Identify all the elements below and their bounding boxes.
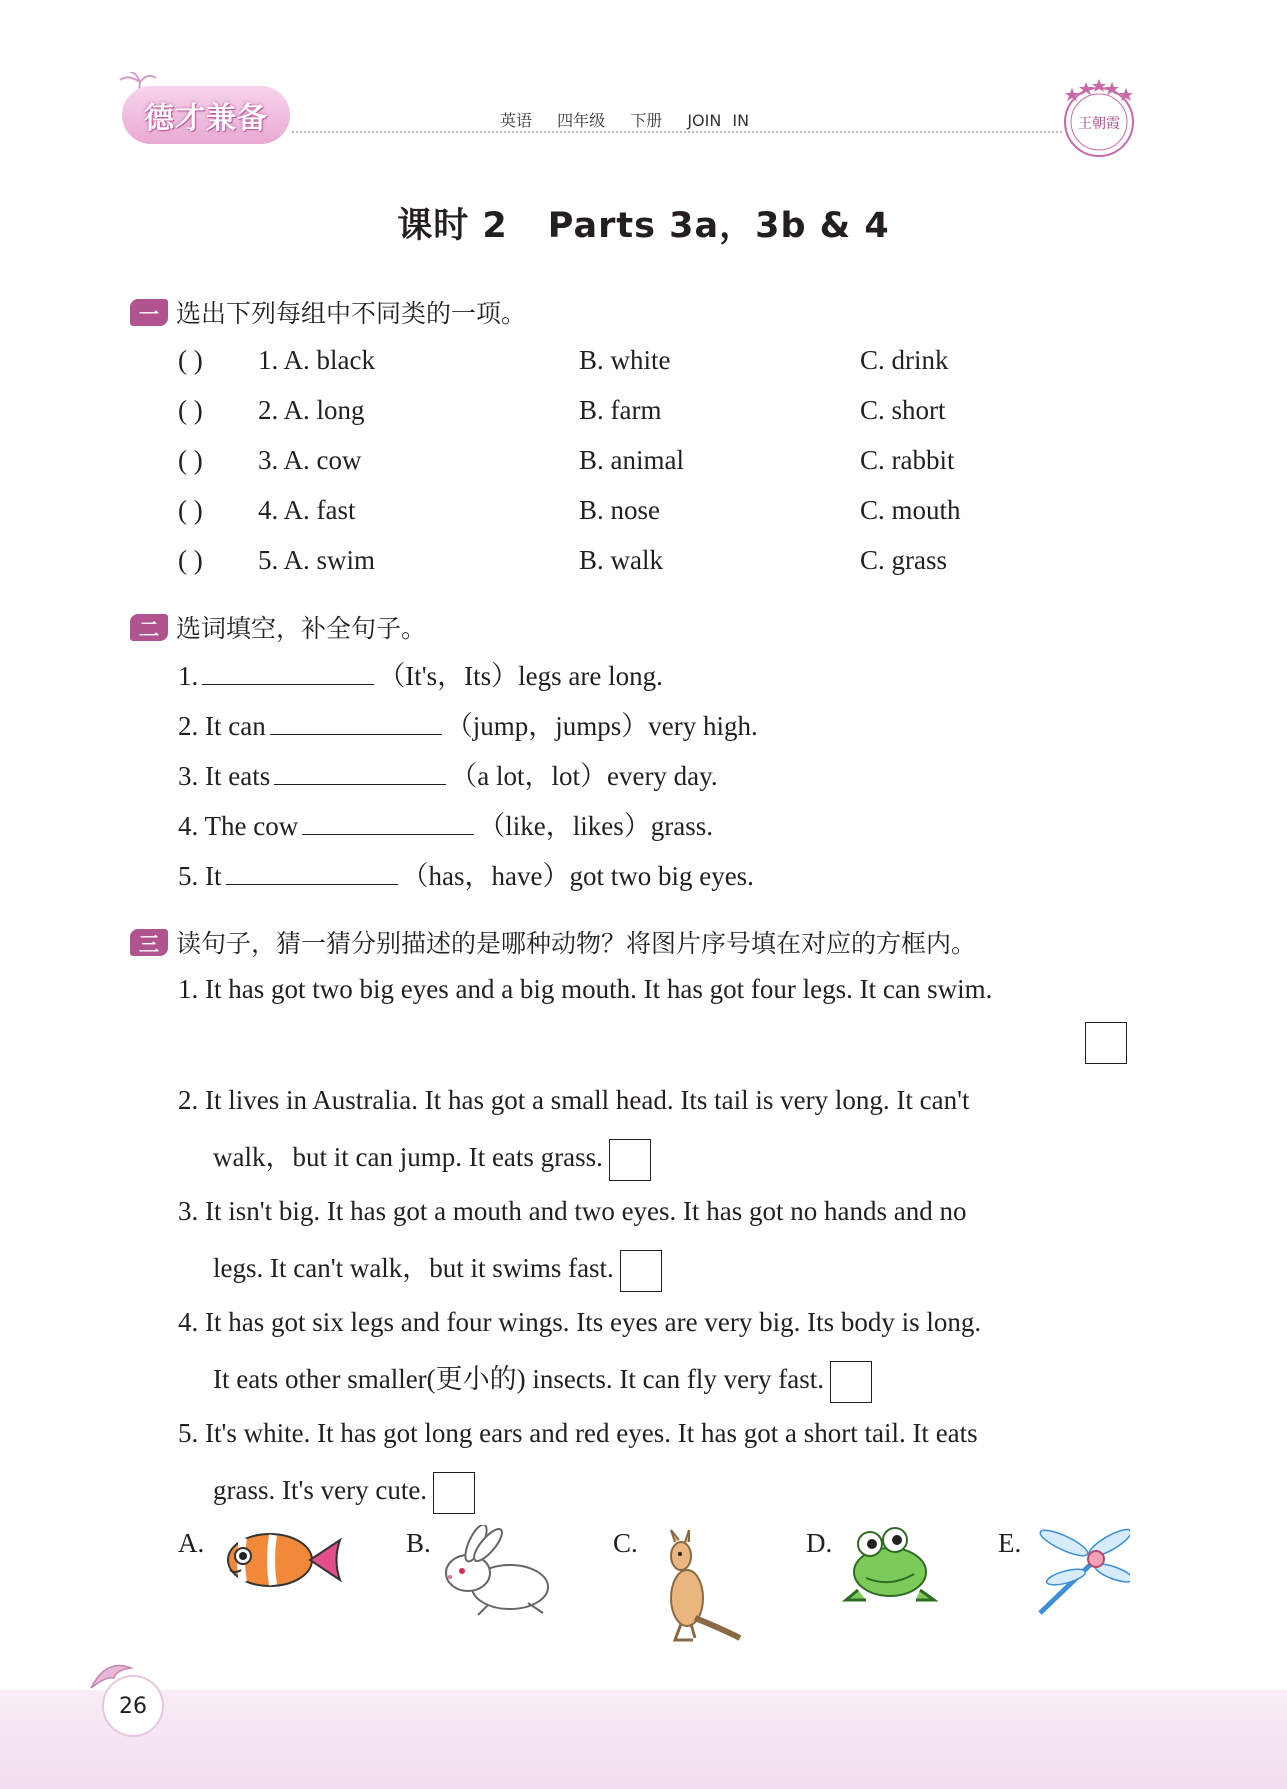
- part3-item-2-cont: walk，but it can jump. It eats grass.: [213, 1139, 651, 1181]
- option-a: 2. A. long: [258, 395, 365, 425]
- picture-label-d: D.: [806, 1528, 833, 1558]
- part3-heading: [130, 924, 976, 960]
- part3-instruction: 读句子，猜一猜分别描述的是哪种动物？将图片序号填在对应的方框内。: [176, 929, 977, 958]
- part3-item-3-cont: legs. It can't walk，but it swims fast.: [213, 1250, 662, 1292]
- blank-line[interactable]: [270, 708, 442, 735]
- author-stamp: [1058, 78, 1140, 160]
- answer-bracket[interactable]: ( ): [178, 495, 203, 525]
- answer-box[interactable]: [433, 1472, 475, 1514]
- picture-label-c: C.: [613, 1528, 638, 1558]
- part2-sentence: 2. It can （jump，jumps）very high.: [178, 708, 758, 742]
- lesson-parts: Parts 3a，3b & 4: [547, 206, 890, 246]
- answer-box[interactable]: [830, 1361, 872, 1403]
- answer-bracket[interactable]: ( ): [178, 395, 203, 425]
- part3-item-5: 5. It's white. It has got long ears and red eyes. It has got a short tail. It eats: [178, 1418, 978, 1448]
- option-b: B. nose: [579, 495, 660, 525]
- picture-label-b: B.: [406, 1528, 431, 1558]
- header-divider: [292, 131, 1062, 133]
- header-grade: 四年级: [557, 111, 606, 130]
- part2-instruction: 选词填空，补全句子。: [176, 614, 427, 643]
- part3-item-4-cont: It eats other smaller(更小的) insects. It can fly very fast.: [213, 1361, 872, 1403]
- part3-badge: 三: [130, 929, 168, 956]
- part3-item-3: 3. It isn't big. It has got a mouth and two eyes. It has got no hands and no: [178, 1196, 967, 1226]
- option-b: B. animal: [579, 445, 684, 475]
- answer-box[interactable]: [1085, 1022, 1127, 1064]
- blank-line[interactable]: [226, 858, 398, 885]
- option-c: C. drink: [860, 345, 949, 375]
- blank-line[interactable]: [202, 658, 374, 685]
- part2-sentence: 1. （It's，Its）legs are long.: [178, 658, 663, 692]
- answer-bracket[interactable]: ( ): [178, 445, 203, 475]
- option-c: C. rabbit: [860, 445, 955, 475]
- part2-sentence: 5. It （has，have）got two big eyes.: [178, 858, 754, 892]
- svg-text:王朝霞: 王朝霞: [1078, 116, 1120, 132]
- part1-badge: 一: [130, 299, 168, 326]
- part2-heading: [130, 609, 426, 645]
- answer-box[interactable]: [620, 1250, 662, 1292]
- series-logo-text: 德才兼备: [144, 101, 268, 136]
- part1-instruction: 选出下列每组中不同类的一项。: [176, 299, 527, 328]
- part3-item-1: 1. It has got two big eyes and a big mouth. It has got four legs. It can swim.: [178, 974, 993, 1004]
- blank-line[interactable]: [274, 758, 446, 785]
- option-a: 1. A. black: [258, 345, 375, 375]
- rabbit-picture: [438, 1525, 558, 1620]
- answer-bracket[interactable]: ( ): [178, 345, 203, 375]
- header-edition: JOIN IN: [687, 111, 750, 130]
- frog-picture: [840, 1520, 940, 1605]
- option-a: 3. A. cow: [258, 445, 362, 475]
- option-c: C. grass: [860, 545, 947, 575]
- fish-picture: [215, 1518, 345, 1598]
- lesson-number: 课时 2: [397, 206, 508, 246]
- kangaroo-picture: [645, 1528, 745, 1643]
- header-subject: 英语: [500, 111, 533, 130]
- part2-sentence: 4. The cow （like，likes）grass.: [178, 808, 713, 842]
- page-title: [0, 198, 1287, 248]
- picture-label-a: A.: [178, 1528, 205, 1558]
- header-info: [500, 108, 763, 131]
- part3-item-4: 4. It has got six legs and four wings. Its eyes are very big. Its body is long.: [178, 1307, 982, 1337]
- dragonfly-picture: [1030, 1525, 1130, 1620]
- option-a: 5. A. swim: [258, 545, 376, 575]
- picture-label-e: E.: [998, 1528, 1022, 1558]
- part1-heading: [130, 294, 526, 330]
- option-b: B. farm: [579, 395, 662, 425]
- header-volume: 下册: [630, 111, 663, 130]
- option-c: C. short: [860, 395, 946, 425]
- part3-item-5-cont: grass. It's very cute.: [213, 1472, 475, 1514]
- option-b: B. walk: [579, 545, 663, 575]
- part2-sentence: 3. It eats （a lot，lot）every day.: [178, 758, 718, 792]
- series-logo: [122, 86, 290, 144]
- answer-bracket[interactable]: ( ): [178, 545, 203, 575]
- blank-line[interactable]: [302, 808, 474, 835]
- option-c: C. mouth: [860, 495, 961, 525]
- answer-box[interactable]: [609, 1139, 651, 1181]
- footer-band: [0, 1690, 1287, 1789]
- page-number: 26: [102, 1675, 164, 1737]
- part3-item-2: 2. It lives in Australia. It has got a small head. Its tail is very long. It can't: [178, 1085, 970, 1115]
- option-b: B. white: [579, 345, 671, 375]
- option-a: 4. A. fast: [258, 495, 356, 525]
- part2-badge: 二: [130, 614, 168, 641]
